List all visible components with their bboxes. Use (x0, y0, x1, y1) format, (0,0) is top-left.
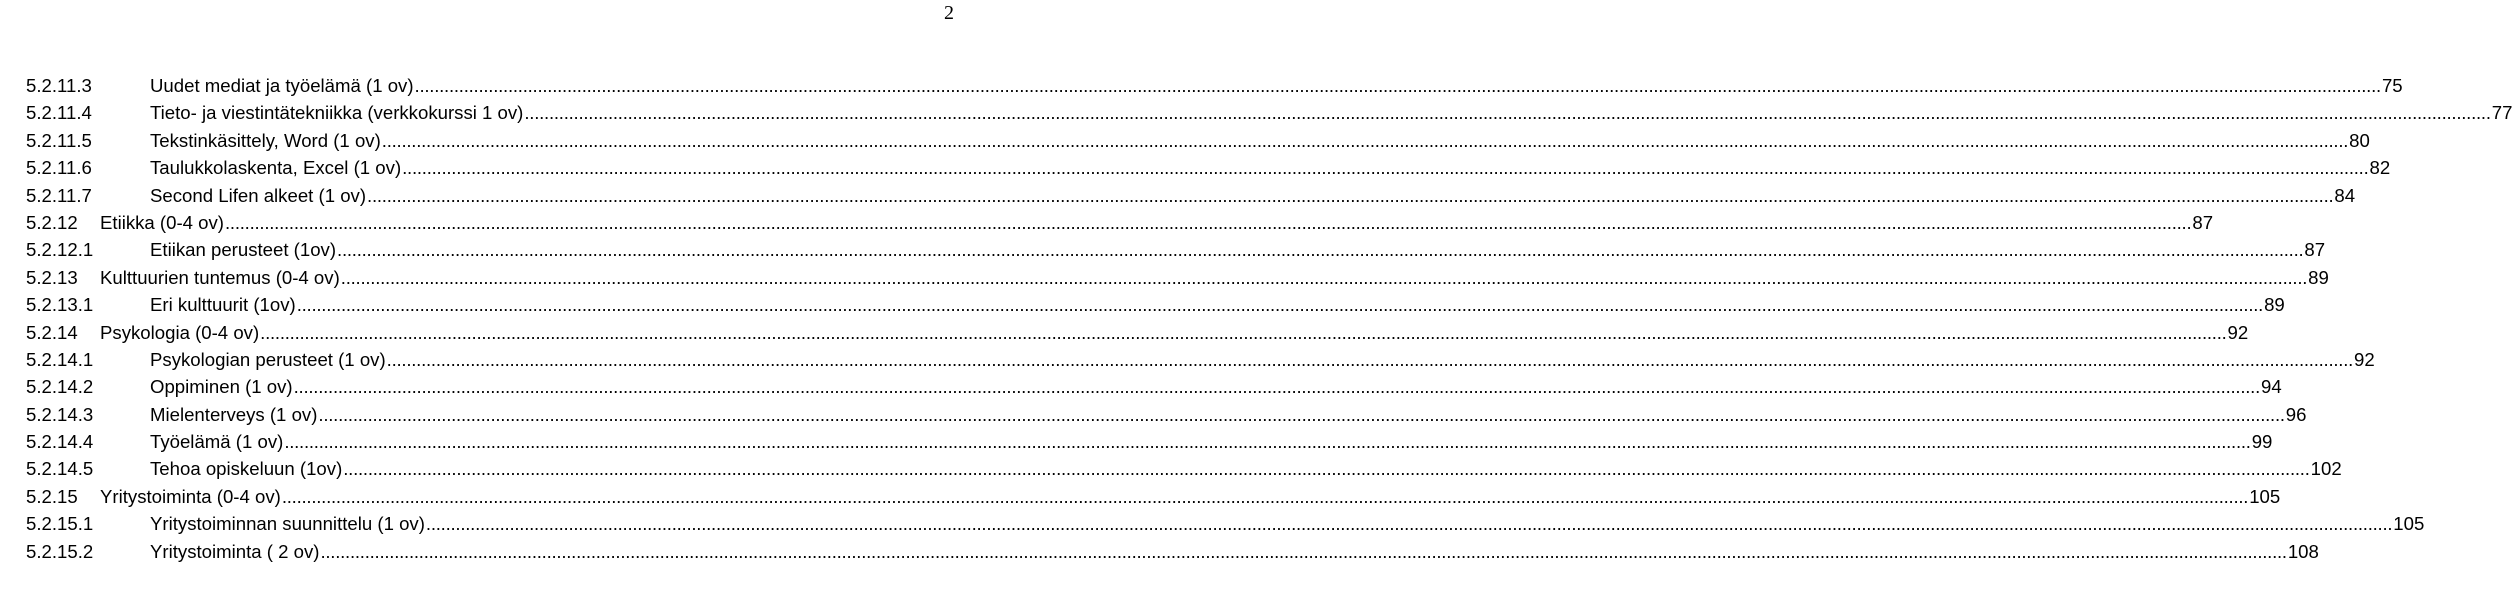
toc-entry-main (100, 483, 2281, 510)
toc-entry[interactable] (26, 455, 2342, 482)
toc-entry-page[interactable]: 84 (2334, 184, 2356, 206)
toc-entry-page[interactable]: 92 (2354, 348, 2375, 370)
toc-entry[interactable] (26, 538, 2319, 565)
toc-entry-number: 5.2.11.5 (26, 129, 92, 151)
toc-entry-title[interactable]: Etiikka (0-4 ov) (100, 211, 224, 233)
toc-dot-leader: ................................................................................................................................................................................................................................................................................................................................................................................................................ (281, 485, 2249, 507)
toc-entry-main (150, 428, 2273, 455)
toc-dot-leader: ................................................................................................................................................................................................................................................................................................................................................................................................................ (340, 266, 2308, 288)
toc-entry[interactable] (26, 401, 2307, 428)
toc-entry-page[interactable]: 108 (2287, 540, 2319, 562)
toc-dot-leader: ................................................................................................................................................................................................................................................................................................................................................................................................................ (425, 513, 2393, 535)
toc-entry[interactable] (26, 72, 2403, 99)
toc-entry-page[interactable]: 105 (2249, 485, 2281, 507)
toc-entry-number: 5.2.12 (26, 211, 78, 233)
toc-entry-main (150, 455, 2342, 482)
toc-dot-leader: ................................................................................................................................................................................................................................................................................................................................................................................................................ (386, 348, 2354, 370)
toc-entry[interactable] (26, 127, 2370, 154)
toc-entry[interactable] (26, 182, 2356, 209)
toc-entry-page[interactable]: 89 (2308, 266, 2329, 288)
toc-entry-number: 5.2.13.1 (26, 294, 94, 316)
toc-entry-title[interactable]: Psykologia (0-4 ov) (100, 321, 260, 343)
toc-entry-number: 5.2.11.4 (26, 102, 92, 124)
toc-entry-page[interactable]: 105 (2393, 513, 2425, 535)
toc-entry-page[interactable]: 102 (2310, 458, 2342, 480)
toc-entry-number: 5.2.13 (26, 266, 78, 288)
toc-entry-title[interactable]: Second Lifen alkeet (1 ov) (150, 184, 367, 206)
toc-entry-main (150, 182, 2356, 209)
toc-entry-title[interactable]: Kulttuurien tuntemus (0-4 ov) (100, 266, 340, 288)
toc-entry-number: 5.2.14.3 (26, 403, 94, 425)
toc-entry-main (150, 510, 2425, 537)
toc-entry-title[interactable]: Yritystoiminta ( 2 ov) (150, 540, 320, 562)
toc-entry-title[interactable]: Eri kulttuurit (1ov) (150, 294, 296, 316)
toc-dot-leader: ................................................................................................................................................................................................................................................................................................................................................................................................................ (225, 211, 2192, 233)
table-of-contents (26, 72, 2512, 565)
toc-entry-page[interactable]: 96 (2285, 403, 2307, 425)
toc-dot-leader: ................................................................................................................................................................................................................................................................................................................................................................................................................ (367, 184, 2334, 206)
toc-entry[interactable] (26, 319, 2249, 346)
toc-entry-main (100, 209, 2214, 236)
toc-entry-page[interactable]: 99 (2251, 431, 2273, 453)
toc-entry-number: 5.2.14.5 (26, 458, 94, 480)
toc-dot-leader: ................................................................................................................................................................................................................................................................................................................................................................................................................ (260, 321, 2227, 343)
toc-dot-leader: ................................................................................................................................................................................................................................................................................................................................................................................................................ (524, 102, 2491, 124)
toc-entry-main (150, 373, 2282, 400)
toc-entry-page[interactable]: 92 (2227, 321, 2249, 343)
toc-entry-number: 5.2.11.3 (26, 75, 92, 96)
toc-entry-main (100, 264, 2329, 291)
toc-entry[interactable] (26, 373, 2282, 400)
toc-entry-page[interactable]: 82 (2369, 157, 2391, 179)
toc-entry-number: 5.2.11.7 (26, 184, 92, 206)
toc-entry-title[interactable]: Taulukkolaskenta, Excel (1 ov) (150, 157, 402, 179)
toc-dot-leader: ................................................................................................................................................................................................................................................................................................................................................................................................................ (318, 403, 2285, 425)
toc-entry-number: 5.2.15.1 (26, 513, 94, 535)
toc-entry[interactable] (26, 291, 2285, 318)
toc-entry-main (150, 538, 2319, 565)
toc-entry-number: 5.2.14.2 (26, 376, 94, 398)
toc-entry[interactable] (26, 99, 2512, 126)
toc-dot-leader: ................................................................................................................................................................................................................................................................................................................................................................................................................ (337, 239, 2304, 261)
toc-entry-main (100, 319, 2249, 346)
toc-entry-page[interactable]: 87 (2192, 211, 2214, 233)
toc-entry[interactable] (26, 483, 2281, 510)
toc-entry-page[interactable]: 87 (2304, 239, 2326, 261)
toc-dot-leader: ................................................................................................................................................................................................................................................................................................................................................................................................................ (284, 431, 2251, 453)
toc-entry-title[interactable]: Tieto- ja viestintätekniikka (verkkokurssi 1 ov) (150, 102, 524, 124)
toc-dot-leader: ................................................................................................................................................................................................................................................................................................................................................................................................................ (320, 540, 2287, 562)
toc-entry-title[interactable]: Yritystoiminta (0-4 ov) (100, 485, 281, 507)
toc-entry-page[interactable]: 80 (2349, 129, 2370, 151)
toc-entry-main (150, 99, 2512, 126)
toc-entry-number: 5.2.14 (26, 321, 78, 343)
toc-entry-main (150, 72, 2403, 99)
toc-entry[interactable] (26, 346, 2375, 373)
toc-entry-page[interactable]: 77 (2491, 102, 2512, 124)
toc-entry-number: 5.2.11.6 (26, 157, 92, 179)
toc-entry-title[interactable]: Oppiminen (1 ov) (150, 376, 293, 398)
toc-entry-title[interactable]: Uudet mediat ja työelämä (1 ov) (150, 75, 414, 96)
toc-entry-main (150, 236, 2326, 263)
toc-entry-title[interactable]: Tehoa opiskeluun (1ov) (150, 458, 343, 480)
toc-entry-main (150, 346, 2375, 373)
toc-dot-leader: ................................................................................................................................................................................................................................................................................................................................................................................................................ (402, 157, 2369, 179)
toc-dot-leader: ................................................................................................................................................................................................................................................................................................................................................................................................................ (381, 129, 2349, 151)
toc-entry-number: 5.2.15.2 (26, 540, 94, 562)
toc-entry[interactable] (26, 428, 2273, 455)
toc-dot-leader: ................................................................................................................................................................................................................................................................................................................................................................................................................ (343, 458, 2310, 480)
toc-entry[interactable] (26, 510, 2425, 537)
toc-entry-page[interactable]: 75 (2381, 75, 2403, 96)
toc-entry-title[interactable]: Työelämä (1 ov) (150, 431, 284, 453)
toc-entry[interactable] (26, 154, 2391, 181)
toc-entry-page[interactable]: 89 (2264, 294, 2285, 316)
toc-entry-main (150, 401, 2307, 428)
toc-entry-page[interactable]: 94 (2261, 376, 2282, 398)
toc-entry-number: 5.2.12.1 (26, 239, 94, 261)
toc-dot-leader: ................................................................................................................................................................................................................................................................................................................................................................................................................ (293, 376, 2261, 398)
toc-entry-main (150, 127, 2370, 154)
toc-entry-number: 5.2.14.1 (26, 348, 94, 370)
toc-entry-main (150, 291, 2285, 318)
toc-entry[interactable] (26, 236, 2326, 263)
toc-dot-leader: ................................................................................................................................................................................................................................................................................................................................................................................................................ (296, 294, 2264, 316)
toc-entry-title[interactable]: Psykologian perusteet (1 ov) (150, 348, 386, 370)
toc-entry-number: 5.2.15 (26, 485, 78, 507)
toc-entry[interactable] (26, 264, 2329, 291)
toc-entry-main (150, 154, 2391, 181)
toc-entry[interactable] (26, 209, 2214, 236)
toc-entry-title[interactable]: Etiikan perusteet (1ov) (150, 239, 337, 261)
toc-entry-title[interactable]: Yritystoiminnan suunnittelu (1 ov) (150, 513, 425, 535)
toc-entry-title[interactable]: Mielenterveys (1 ov) (150, 403, 318, 425)
toc-dot-leader: ................................................................................................................................................................................................................................................................................................................................................................................................................ (414, 75, 2381, 96)
page-number: 2 (944, 2, 954, 24)
toc-entry-title[interactable]: Tekstinkäsittely, Word (1 ov) (150, 129, 381, 151)
toc-entry-number: 5.2.14.4 (26, 431, 94, 453)
